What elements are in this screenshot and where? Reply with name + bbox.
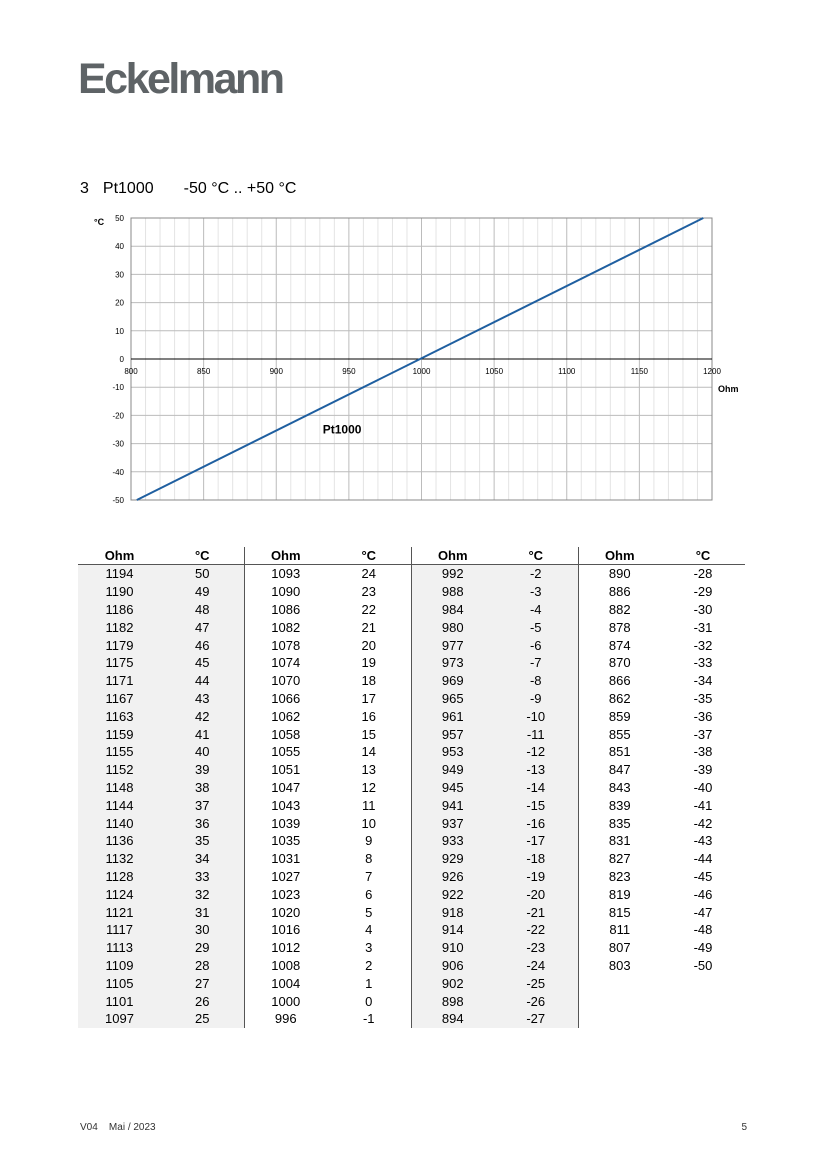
- ohm-cell: 894: [411, 1010, 494, 1028]
- table-row: [78, 565, 745, 583]
- date-label: Mai / 2023: [108, 1122, 156, 1133]
- ohm-cell: 918: [411, 903, 494, 921]
- celsius-cell: -46: [693, 886, 713, 902]
- pt1000-chart: [80, 208, 760, 508]
- y-tick-label: -50: [112, 496, 124, 505]
- ohm-cell: 1078: [244, 636, 327, 654]
- ohm-cell: 898: [411, 992, 494, 1010]
- x-tick-label: 800: [124, 367, 138, 376]
- ohm-cell: 910: [411, 939, 494, 957]
- table-row: [78, 1010, 745, 1028]
- celsius-cell: 23: [361, 584, 376, 600]
- celsius-cell: 27: [161, 974, 244, 992]
- ohm-cell: 1186: [78, 601, 161, 619]
- header-celsius: °C: [661, 547, 745, 565]
- ohm-cell: 1113: [78, 939, 161, 957]
- celsius-cell: -9: [494, 690, 578, 708]
- celsius-cell: -25: [494, 974, 578, 992]
- ohm-cell: 1121: [78, 903, 161, 921]
- ohm-cell: 1027: [244, 868, 327, 886]
- header-ohm: Ohm: [244, 547, 327, 565]
- x-tick-label: 1100: [558, 367, 576, 376]
- x-tick-label: 850: [196, 367, 211, 376]
- celsius-cell: 45: [161, 654, 244, 672]
- celsius-cell: 4: [365, 922, 373, 938]
- celsius-cell: -16: [494, 814, 578, 832]
- table-header-row: [78, 547, 745, 565]
- series-label: Pt1000: [322, 422, 362, 437]
- celsius-cell: 28: [161, 957, 244, 975]
- ohm-cell: 949: [411, 761, 494, 779]
- celsius-cell: 42: [161, 707, 244, 725]
- ohm-cell: 811: [578, 921, 661, 939]
- ohm-cell: 1144: [78, 796, 161, 814]
- ohm-cell: 1016: [244, 921, 327, 939]
- page-number: 5: [741, 1122, 747, 1133]
- x-tick-label: 1050: [485, 367, 504, 376]
- celsius-cell: 9: [365, 833, 373, 849]
- celsius-cell: 2: [365, 957, 373, 973]
- x-tick-label: 1150: [630, 367, 648, 376]
- table-row: [78, 992, 745, 1010]
- ohm-cell: 1082: [244, 618, 327, 636]
- table-row: [78, 974, 745, 992]
- x-tick-label: 950: [342, 367, 356, 376]
- celsius-cell: 37: [161, 796, 244, 814]
- celsius-cell: 38: [161, 779, 244, 797]
- celsius-cell: 20: [361, 637, 376, 653]
- ohm-cell: 992: [411, 565, 494, 583]
- celsius-cell: 18: [361, 673, 376, 689]
- celsius-cell: -2: [494, 565, 578, 583]
- celsius-cell: 0: [365, 993, 373, 1009]
- ohm-cell: 878: [578, 618, 661, 636]
- ohm-cell: 882: [578, 601, 661, 619]
- ohm-cell: 961: [411, 707, 494, 725]
- celsius-cell: -12: [494, 743, 578, 761]
- y-tick-label: 50: [115, 214, 124, 223]
- ohm-cell: 839: [578, 796, 661, 814]
- celsius-cell: -10: [494, 707, 578, 725]
- celsius-cell: -32: [693, 637, 713, 653]
- celsius-cell: 11: [362, 797, 376, 813]
- celsius-cell: -26: [494, 992, 578, 1010]
- ohm-cell: 937: [411, 814, 494, 832]
- ohm-cell: 965: [411, 690, 494, 708]
- ohm-cell: 1051: [244, 761, 327, 779]
- ohm-cell: 1020: [244, 903, 327, 921]
- ohm-cell: 1132: [78, 850, 161, 868]
- celsius-cell: 30: [161, 921, 244, 939]
- table-row: [78, 814, 745, 832]
- ohm-cell: 1058: [244, 725, 327, 743]
- ohm-cell: 1000: [244, 992, 327, 1010]
- y-tick-label: -20: [112, 411, 124, 421]
- celsius-cell: -6: [494, 636, 578, 654]
- celsius-cell: [661, 974, 745, 992]
- celsius-cell: -29: [693, 584, 713, 600]
- ohm-cell: 1152: [78, 761, 161, 779]
- ohm-cell: 1023: [244, 885, 327, 903]
- ohm-cell: 866: [578, 672, 661, 690]
- celsius-cell: 15: [361, 726, 376, 742]
- celsius-cell: -33: [693, 655, 713, 671]
- celsius-cell: -31: [693, 619, 713, 635]
- celsius-cell: -24: [494, 957, 578, 975]
- celsius-cell: 29: [161, 939, 244, 957]
- y-tick-label: 20: [115, 298, 124, 308]
- ohm-cell: 1105: [78, 974, 161, 992]
- celsius-cell: -45: [693, 868, 713, 884]
- ohm-cell: [578, 1010, 661, 1028]
- ohm-cell: 1148: [78, 779, 161, 797]
- ohm-cell: [578, 974, 661, 992]
- celsius-cell: 49: [161, 583, 244, 601]
- celsius-cell: -20: [494, 885, 578, 903]
- table-row: [78, 690, 745, 708]
- celsius-cell: 10: [361, 815, 376, 831]
- x-axis-label: Ohm: [718, 384, 739, 394]
- ohm-cell: 1086: [244, 601, 327, 619]
- celsius-cell: 48: [161, 601, 244, 619]
- ohm-cell: 926: [411, 868, 494, 886]
- ohm-cell: 874: [578, 636, 661, 654]
- celsius-cell: 13: [361, 762, 376, 778]
- ohm-cell: 984: [411, 601, 494, 619]
- table-row: [78, 850, 745, 868]
- ohm-cell: 803: [578, 957, 661, 975]
- celsius-cell: -27: [494, 1010, 578, 1028]
- ohm-cell: 988: [411, 583, 494, 601]
- header-ohm: Ohm: [411, 547, 494, 565]
- header-celsius: °C: [161, 547, 244, 565]
- table-row: [78, 672, 745, 690]
- celsius-cell: -47: [693, 904, 713, 920]
- footer-version: [80, 1122, 156, 1133]
- ohm-cell: 1101: [78, 992, 161, 1010]
- ohm-cell: 1179: [78, 636, 161, 654]
- ohm-cell: 977: [411, 636, 494, 654]
- ohm-cell: 1047: [244, 779, 327, 797]
- table-row: [78, 832, 745, 850]
- celsius-cell: 33: [161, 868, 244, 886]
- ohm-cell: 1090: [244, 583, 327, 601]
- celsius-cell: 40: [161, 743, 244, 761]
- y-tick-label: -10: [112, 383, 124, 393]
- celsius-cell: -7: [494, 654, 578, 672]
- celsius-cell: 5: [365, 904, 373, 920]
- celsius-cell: -8: [494, 672, 578, 690]
- celsius-cell: -30: [693, 601, 713, 617]
- ohm-cell: 902: [411, 974, 494, 992]
- celsius-cell: -11: [494, 725, 578, 743]
- celsius-cell: -40: [693, 779, 713, 795]
- celsius-cell: [661, 992, 745, 1010]
- ohm-cell: 957: [411, 725, 494, 743]
- celsius-cell: 7: [365, 868, 373, 884]
- header-ohm: Ohm: [78, 547, 161, 565]
- celsius-cell: -44: [693, 851, 713, 867]
- celsius-cell: 31: [161, 903, 244, 921]
- ohm-cell: 851: [578, 743, 661, 761]
- ohm-cell: 1159: [78, 725, 161, 743]
- ohm-cell: 847: [578, 761, 661, 779]
- ohm-cell: 1055: [244, 743, 327, 761]
- celsius-cell: -13: [494, 761, 578, 779]
- table-row: [78, 939, 745, 957]
- y-tick-label: 40: [115, 242, 124, 252]
- celsius-cell: 19: [361, 655, 376, 671]
- ohm-cell: 1163: [78, 707, 161, 725]
- ohm-cell: 1062: [244, 707, 327, 725]
- celsius-cell: 26: [161, 992, 244, 1010]
- celsius-cell: [661, 1010, 745, 1028]
- ohm-cell: 1070: [244, 672, 327, 690]
- ohm-cell: 969: [411, 672, 494, 690]
- y-tick-label: 30: [115, 270, 124, 280]
- celsius-cell: 16: [361, 708, 376, 724]
- ohm-cell: 831: [578, 832, 661, 850]
- y-tick-label: 10: [115, 326, 124, 336]
- celsius-cell: -34: [693, 673, 713, 689]
- ohm-cell: 980: [411, 618, 494, 636]
- celsius-cell: 36: [161, 814, 244, 832]
- celsius-cell: 14: [361, 744, 376, 760]
- table-row: [78, 636, 745, 654]
- table-row: [78, 618, 745, 636]
- celsius-cell: -49: [693, 940, 713, 956]
- ohm-cell: 1043: [244, 796, 327, 814]
- header-ohm: Ohm: [578, 547, 661, 565]
- table-row: [78, 707, 745, 725]
- x-tick-label: 1200: [703, 367, 721, 376]
- celsius-cell: 3: [365, 940, 373, 956]
- table-row: [78, 725, 745, 743]
- celsius-cell: 34: [161, 850, 244, 868]
- temperature-range: -50 °C .. +50 °C: [183, 180, 297, 197]
- ohm-cell: 1171: [78, 672, 161, 690]
- celsius-cell: 50: [161, 565, 244, 583]
- ohm-cell: 973: [411, 654, 494, 672]
- celsius-cell: 1: [365, 975, 373, 991]
- celsius-cell: -43: [693, 833, 713, 849]
- ohm-cell: 1074: [244, 654, 327, 672]
- ohm-cell: 1035: [244, 832, 327, 850]
- table-row: [78, 957, 745, 975]
- ohm-cell: 1136: [78, 832, 161, 850]
- ohm-cell: 1155: [78, 743, 161, 761]
- y-axis-label: °C: [94, 217, 105, 227]
- x-tick-label: 900: [269, 367, 283, 376]
- celsius-cell: -1: [362, 1011, 375, 1027]
- ohm-cell: 870: [578, 654, 661, 672]
- celsius-cell: 24: [361, 566, 376, 582]
- table-row: [78, 885, 745, 903]
- table-row: [78, 761, 745, 779]
- ohm-cell: 843: [578, 779, 661, 797]
- sensor-name: Pt1000: [102, 180, 154, 197]
- y-tick-label: -30: [112, 439, 124, 449]
- ohm-cell: 1124: [78, 885, 161, 903]
- celsius-cell: 12: [361, 779, 376, 795]
- header-celsius: °C: [327, 547, 411, 565]
- celsius-cell: 43: [161, 690, 244, 708]
- celsius-cell: -4: [494, 601, 578, 619]
- ohm-cell: 1004: [244, 974, 327, 992]
- ohm-cell: 1190: [78, 583, 161, 601]
- celsius-cell: 35: [161, 832, 244, 850]
- celsius-cell: 22: [361, 601, 376, 617]
- ohm-cell: 886: [578, 583, 661, 601]
- ohm-cell: 1175: [78, 654, 161, 672]
- ohm-cell: 1109: [78, 957, 161, 975]
- celsius-cell: -48: [693, 922, 713, 938]
- celsius-cell: -17: [494, 832, 578, 850]
- header-celsius: °C: [494, 547, 578, 565]
- ohm-cell: 1008: [244, 957, 327, 975]
- celsius-cell: -35: [693, 690, 713, 706]
- ohm-cell: 855: [578, 725, 661, 743]
- section-number: 3: [80, 180, 89, 197]
- ohm-cell: 1117: [78, 921, 161, 939]
- celsius-cell: -39: [693, 762, 713, 778]
- ohm-cell: [578, 992, 661, 1010]
- ohm-cell: 1194: [78, 565, 161, 583]
- celsius-cell: -19: [494, 868, 578, 886]
- table-row: [78, 903, 745, 921]
- celsius-cell: 47: [161, 618, 244, 636]
- ohm-cell: 922: [411, 885, 494, 903]
- ohm-cell: 996: [244, 1010, 327, 1028]
- x-tick-label: 1000: [412, 367, 431, 376]
- celsius-cell: 46: [161, 636, 244, 654]
- table-row: [78, 601, 745, 619]
- section-heading: [80, 180, 296, 198]
- table-row: [78, 796, 745, 814]
- celsius-cell: 8: [365, 851, 373, 867]
- ohm-cell: 819: [578, 885, 661, 903]
- ohm-cell: 859: [578, 707, 661, 725]
- ohm-cell: 906: [411, 957, 494, 975]
- celsius-cell: -50: [693, 957, 713, 973]
- table-row: [78, 654, 745, 672]
- y-tick-label: 0: [119, 355, 124, 364]
- company-logo: Eckelmann: [78, 55, 283, 103]
- ohm-cell: 1031: [244, 850, 327, 868]
- ohm-cell: 1140: [78, 814, 161, 832]
- ohm-cell: 1097: [78, 1010, 161, 1028]
- celsius-cell: -3: [494, 583, 578, 601]
- resistance-table: [78, 547, 745, 1028]
- y-tick-label: -40: [112, 467, 124, 477]
- celsius-cell: 44: [161, 672, 244, 690]
- celsius-cell: 17: [361, 690, 376, 706]
- ohm-cell: 1128: [78, 868, 161, 886]
- celsius-cell: -38: [693, 744, 713, 760]
- celsius-cell: -18: [494, 850, 578, 868]
- table-row: [78, 779, 745, 797]
- celsius-cell: 6: [365, 886, 373, 902]
- celsius-cell: 41: [161, 725, 244, 743]
- celsius-cell: -5: [494, 618, 578, 636]
- celsius-cell: 21: [361, 619, 376, 635]
- ohm-cell: 1066: [244, 690, 327, 708]
- ohm-cell: 890: [578, 565, 661, 583]
- ohm-cell: 1093: [244, 565, 327, 583]
- celsius-cell: 25: [161, 1010, 244, 1028]
- celsius-cell: -15: [494, 796, 578, 814]
- celsius-cell: -36: [693, 708, 713, 724]
- celsius-cell: -14: [494, 779, 578, 797]
- ohm-cell: 1182: [78, 618, 161, 636]
- ohm-cell: 914: [411, 921, 494, 939]
- celsius-cell: 39: [161, 761, 244, 779]
- ohm-cell: 823: [578, 868, 661, 886]
- table-row: [78, 921, 745, 939]
- celsius-cell: 32: [161, 885, 244, 903]
- version-label: V04: [80, 1122, 98, 1133]
- ohm-cell: 862: [578, 690, 661, 708]
- ohm-cell: 815: [578, 903, 661, 921]
- ohm-cell: 953: [411, 743, 494, 761]
- ohm-cell: 929: [411, 850, 494, 868]
- celsius-cell: -42: [693, 815, 713, 831]
- table-row: [78, 868, 745, 886]
- ohm-cell: 827: [578, 850, 661, 868]
- celsius-cell: -23: [494, 939, 578, 957]
- table-row: [78, 743, 745, 761]
- celsius-cell: -22: [494, 921, 578, 939]
- ohm-cell: 941: [411, 796, 494, 814]
- ohm-cell: 807: [578, 939, 661, 957]
- celsius-cell: -37: [693, 726, 713, 742]
- table-row: [78, 583, 745, 601]
- ohm-cell: 1039: [244, 814, 327, 832]
- ohm-cell: 945: [411, 779, 494, 797]
- ohm-cell: 1167: [78, 690, 161, 708]
- celsius-cell: -41: [693, 797, 713, 813]
- ohm-cell: 835: [578, 814, 661, 832]
- celsius-cell: -28: [693, 566, 713, 582]
- ohm-cell: 933: [411, 832, 494, 850]
- ohm-cell: 1012: [244, 939, 327, 957]
- celsius-cell: -21: [494, 903, 578, 921]
